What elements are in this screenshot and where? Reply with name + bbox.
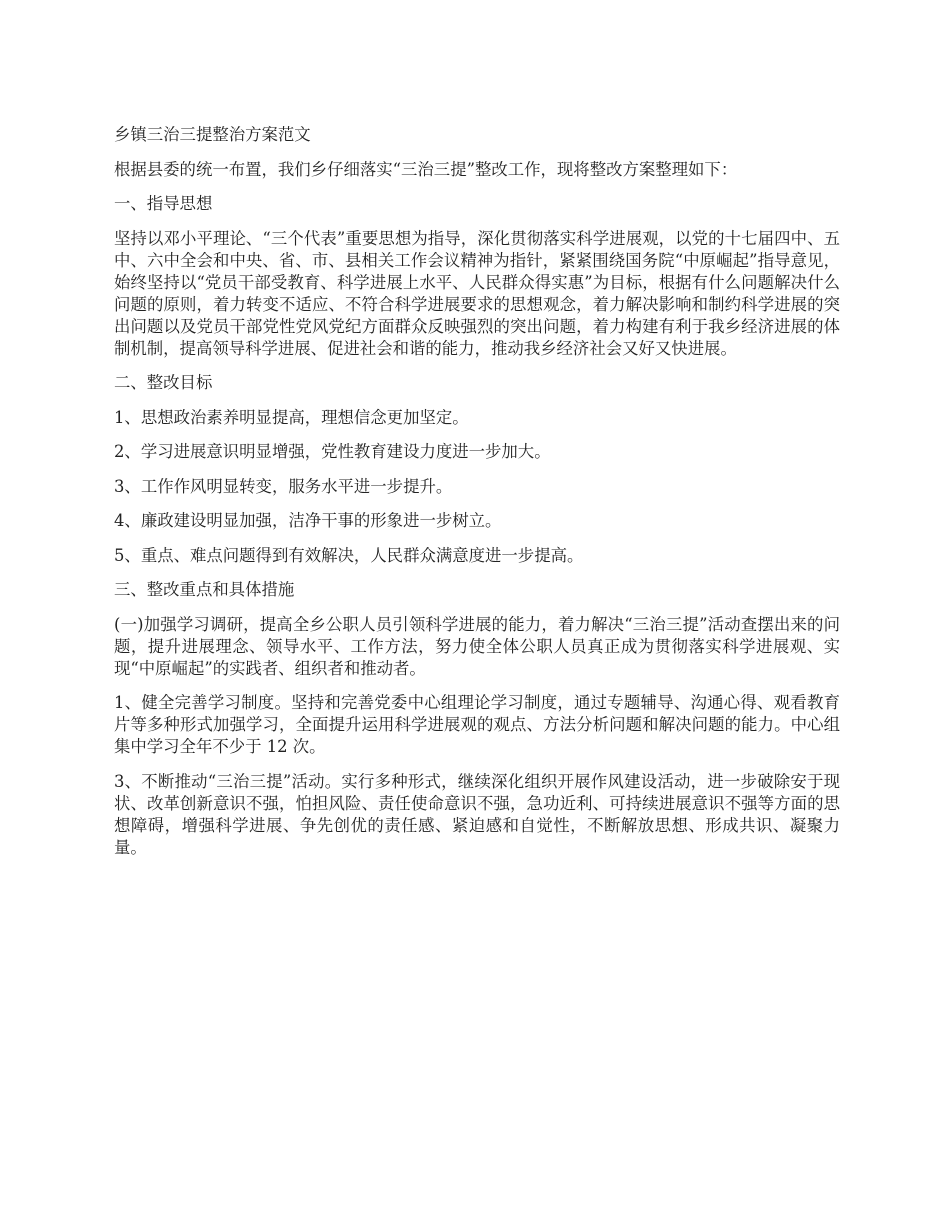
section-heading-rectification-goals: 二、整改目标 (114, 373, 213, 392)
section-heading-guiding-thought: 一、指导思想 (114, 194, 213, 213)
guiding-thought-paragraph: 坚持以邓小平理论、“三个代表”重要思想为指导，深化贯彻落实科学进展观，以党的十七届四中、五中、六中全会和中央、省、市、县相关工作会议精神为指针，紧紧围绕国务院“中原崛起”指导意见，始终坚持以“党员干部受教育、科学进展上水平、人民群众得实惠”为目标，根据有什么问题解决什么问题的原则，着力转变不适应、不符合科学进展要求的思想观念，着力解决影响和制约科学进展的突出问题以及党员干部党性党风党纪方面群众反映强烈的突出问题，着力构建有利于我乡经济进展的体制机制，提高领导科学进展、促进社会和谐的能力，推动我乡经济社会又好又快进展。 (114, 228, 840, 358)
measure-item-1: 1、健全完善学习制度。坚持和完善党委中心组理论学习制度，通过专题辅导、沟通心得、观看教育片等多种形式加强学习，全面提升运用科学进展观的观点、方法分析问题和解决问题的能力。中心组集中学习全年不少于 12 次。 (114, 693, 840, 756)
goal-item-2: 2、学习进展意识明显增强，党性教育建设力度进一步加大。 (114, 442, 551, 461)
goal-item-5: 5、重点、难点问题得到有效解决，人民群众满意度进一步提高。 (114, 545, 584, 565)
document-title: 乡镇三治三提整治方案范文 (114, 125, 311, 144)
section-heading-key-measures: 三、整改重点和具体措施 (114, 580, 295, 599)
goal-item-3: 3、工作作风明显转变，服务水平进一步提升。 (114, 476, 453, 496)
measure-item-3: 3、不断推动“三治三提”活动。实行多种形式，继续深化组织开展作风建设活动，进一步破除安于现状、改革创新意识不强，怕担风险、责任使命意识不强，急功近利、可持续进展意识不强等方面的思想障碍，增强科学进展、争先创优的责任感、紧迫感和自觉性，不断解放思想、形成共识、凝聚力量。 (114, 771, 840, 857)
goal-item-1: 1、思想政治素养明显提高，理想信念更加坚定。 (114, 407, 469, 427)
measure-subsection-1: (一)加强学习调研，提高全乡公职人员引领科学进展的能力，着力解决“三治三提”活动查摆出来的问题，提升进展理念、领导水平、工作方法，努力使全体公职人员真正成为贯彻落实科学进展观、实现“中原崛起”的实践者、组织者和推动者。 (114, 614, 840, 678)
goal-item-4: 4、廉政建设明显加强，洁净干事的形象进一步树立。 (114, 511, 502, 530)
document-page (114, 124, 840, 871)
intro-paragraph: 根据县委的统一布置，我们乡仔细落实“三治三提”整改工作，现将整改方案整理如下： (114, 159, 738, 179)
